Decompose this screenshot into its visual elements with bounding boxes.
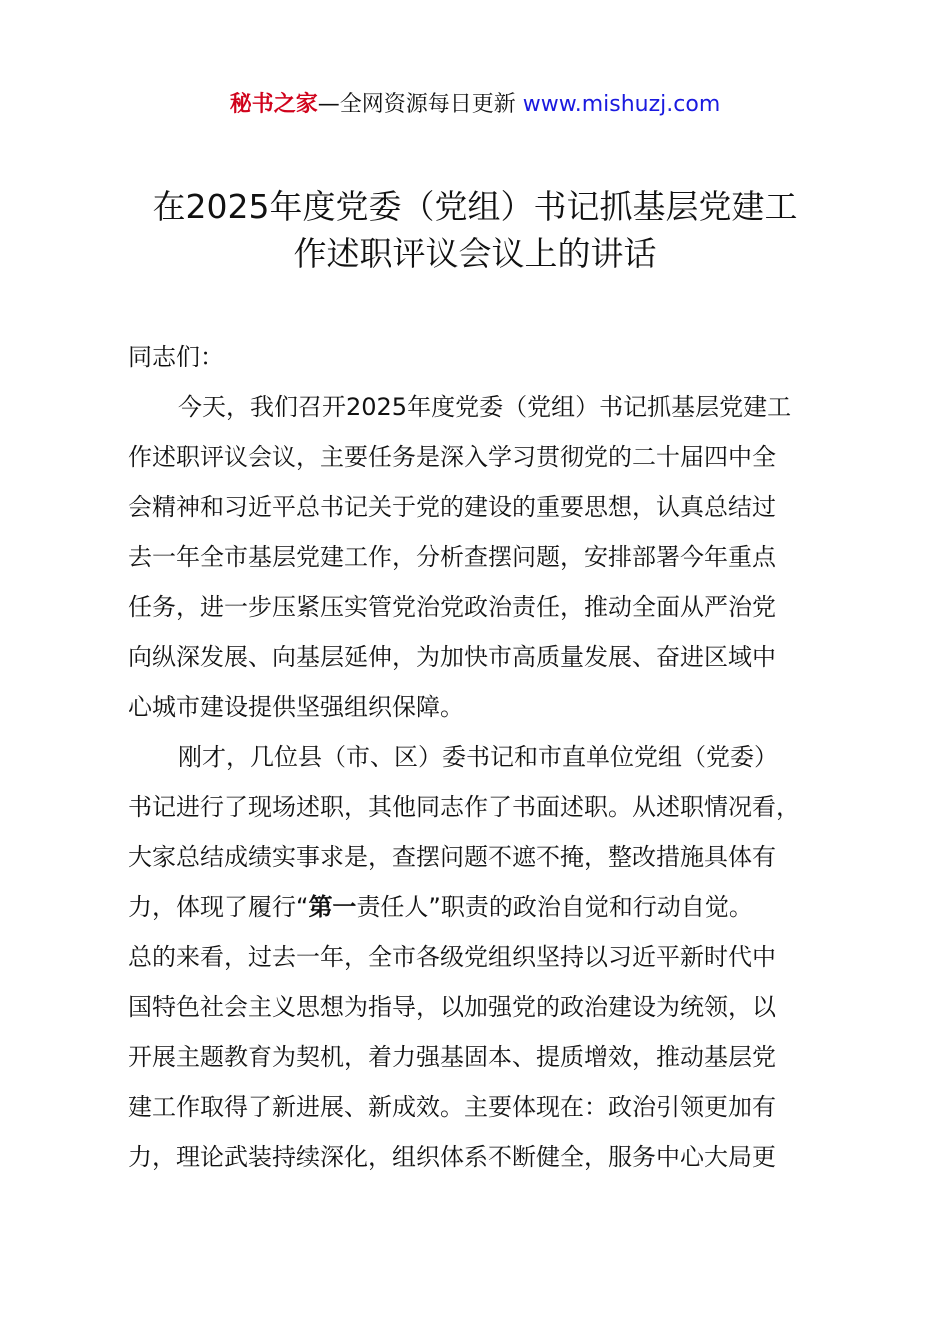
text-run: 责任人”职责的政治自觉和行动自觉。 [356, 893, 753, 921]
title-line-2: 作述职评议会议上的讲话 [293, 234, 657, 273]
header-tagline: —全网资源每日更新 [317, 92, 523, 117]
document-title [110, 183, 840, 277]
site-url-link[interactable]: www.mishuzj.com [522, 92, 721, 117]
title-line-1: 在2025年度党委（党组）书记抓基层党建工 [152, 187, 798, 226]
paragraph-1-line: 心城市建设提供坚强组织保障。 [128, 693, 464, 721]
paragraph-2-line: 刚才，几位县（市、区）委书记和市直单位党组（党委） [178, 743, 778, 771]
paragraph-2-line: 开展主题教育为契机，着力强基固本、提质增效，推动基层党 [128, 1043, 776, 1071]
paragraph-2-line: 大家总结成绩实事求是，查摆问题不遮不掩，整改措施具体有 [128, 843, 776, 871]
paragraph-1-line: 作述职评议会议，主要任务是深入学习贯彻党的二十届四中全 [128, 443, 776, 471]
paragraph-2-line: 力，理论武装持续深化，组织体系不断健全，服务中心大局更 [128, 1143, 776, 1171]
paragraph-1-line: 任务，进一步压紧压实管党治党政治责任，推动全面从严治党 [128, 593, 776, 621]
document-body [128, 332, 840, 1182]
paragraph-2-line-emphasis [128, 882, 840, 932]
salutation: 同志们： [128, 343, 224, 371]
text-run: 力，体现了履行“ [128, 893, 309, 921]
paragraph-1-line: 今天，我们召开2025年度党委（党组）书记抓基层党建工 [178, 393, 792, 421]
site-header-banner [0, 88, 950, 122]
paragraph-1-line: 向纵深发展、向基层延伸，为加快市高质量发展、奋进区域中 [128, 643, 776, 671]
paragraph-2-line: 总的来看，过去一年，全市各级党组织坚持以习近平新时代中 [128, 943, 776, 971]
brand-name: 秘书之家 [229, 92, 318, 117]
paragraph-1-line: 去一年全市基层党建工作，分析查摆问题，安排部署今年重点 [128, 543, 776, 571]
paragraph-2-line: 书记进行了现场述职，其他同志作了书面述职。从述职情况看， [128, 793, 800, 821]
paragraph-2-line: 建工作取得了新进展、新成效。主要体现在：政治引领更加有 [128, 1093, 776, 1121]
paragraph-1-line: 会精神和习近平总书记关于党的建设的重要思想，认真总结过 [128, 493, 776, 521]
paragraph-2-line: 国特色社会主义思想为指导，以加强党的政治建设为统领，以 [128, 993, 776, 1021]
bold-text-run: 第一 [308, 893, 357, 921]
